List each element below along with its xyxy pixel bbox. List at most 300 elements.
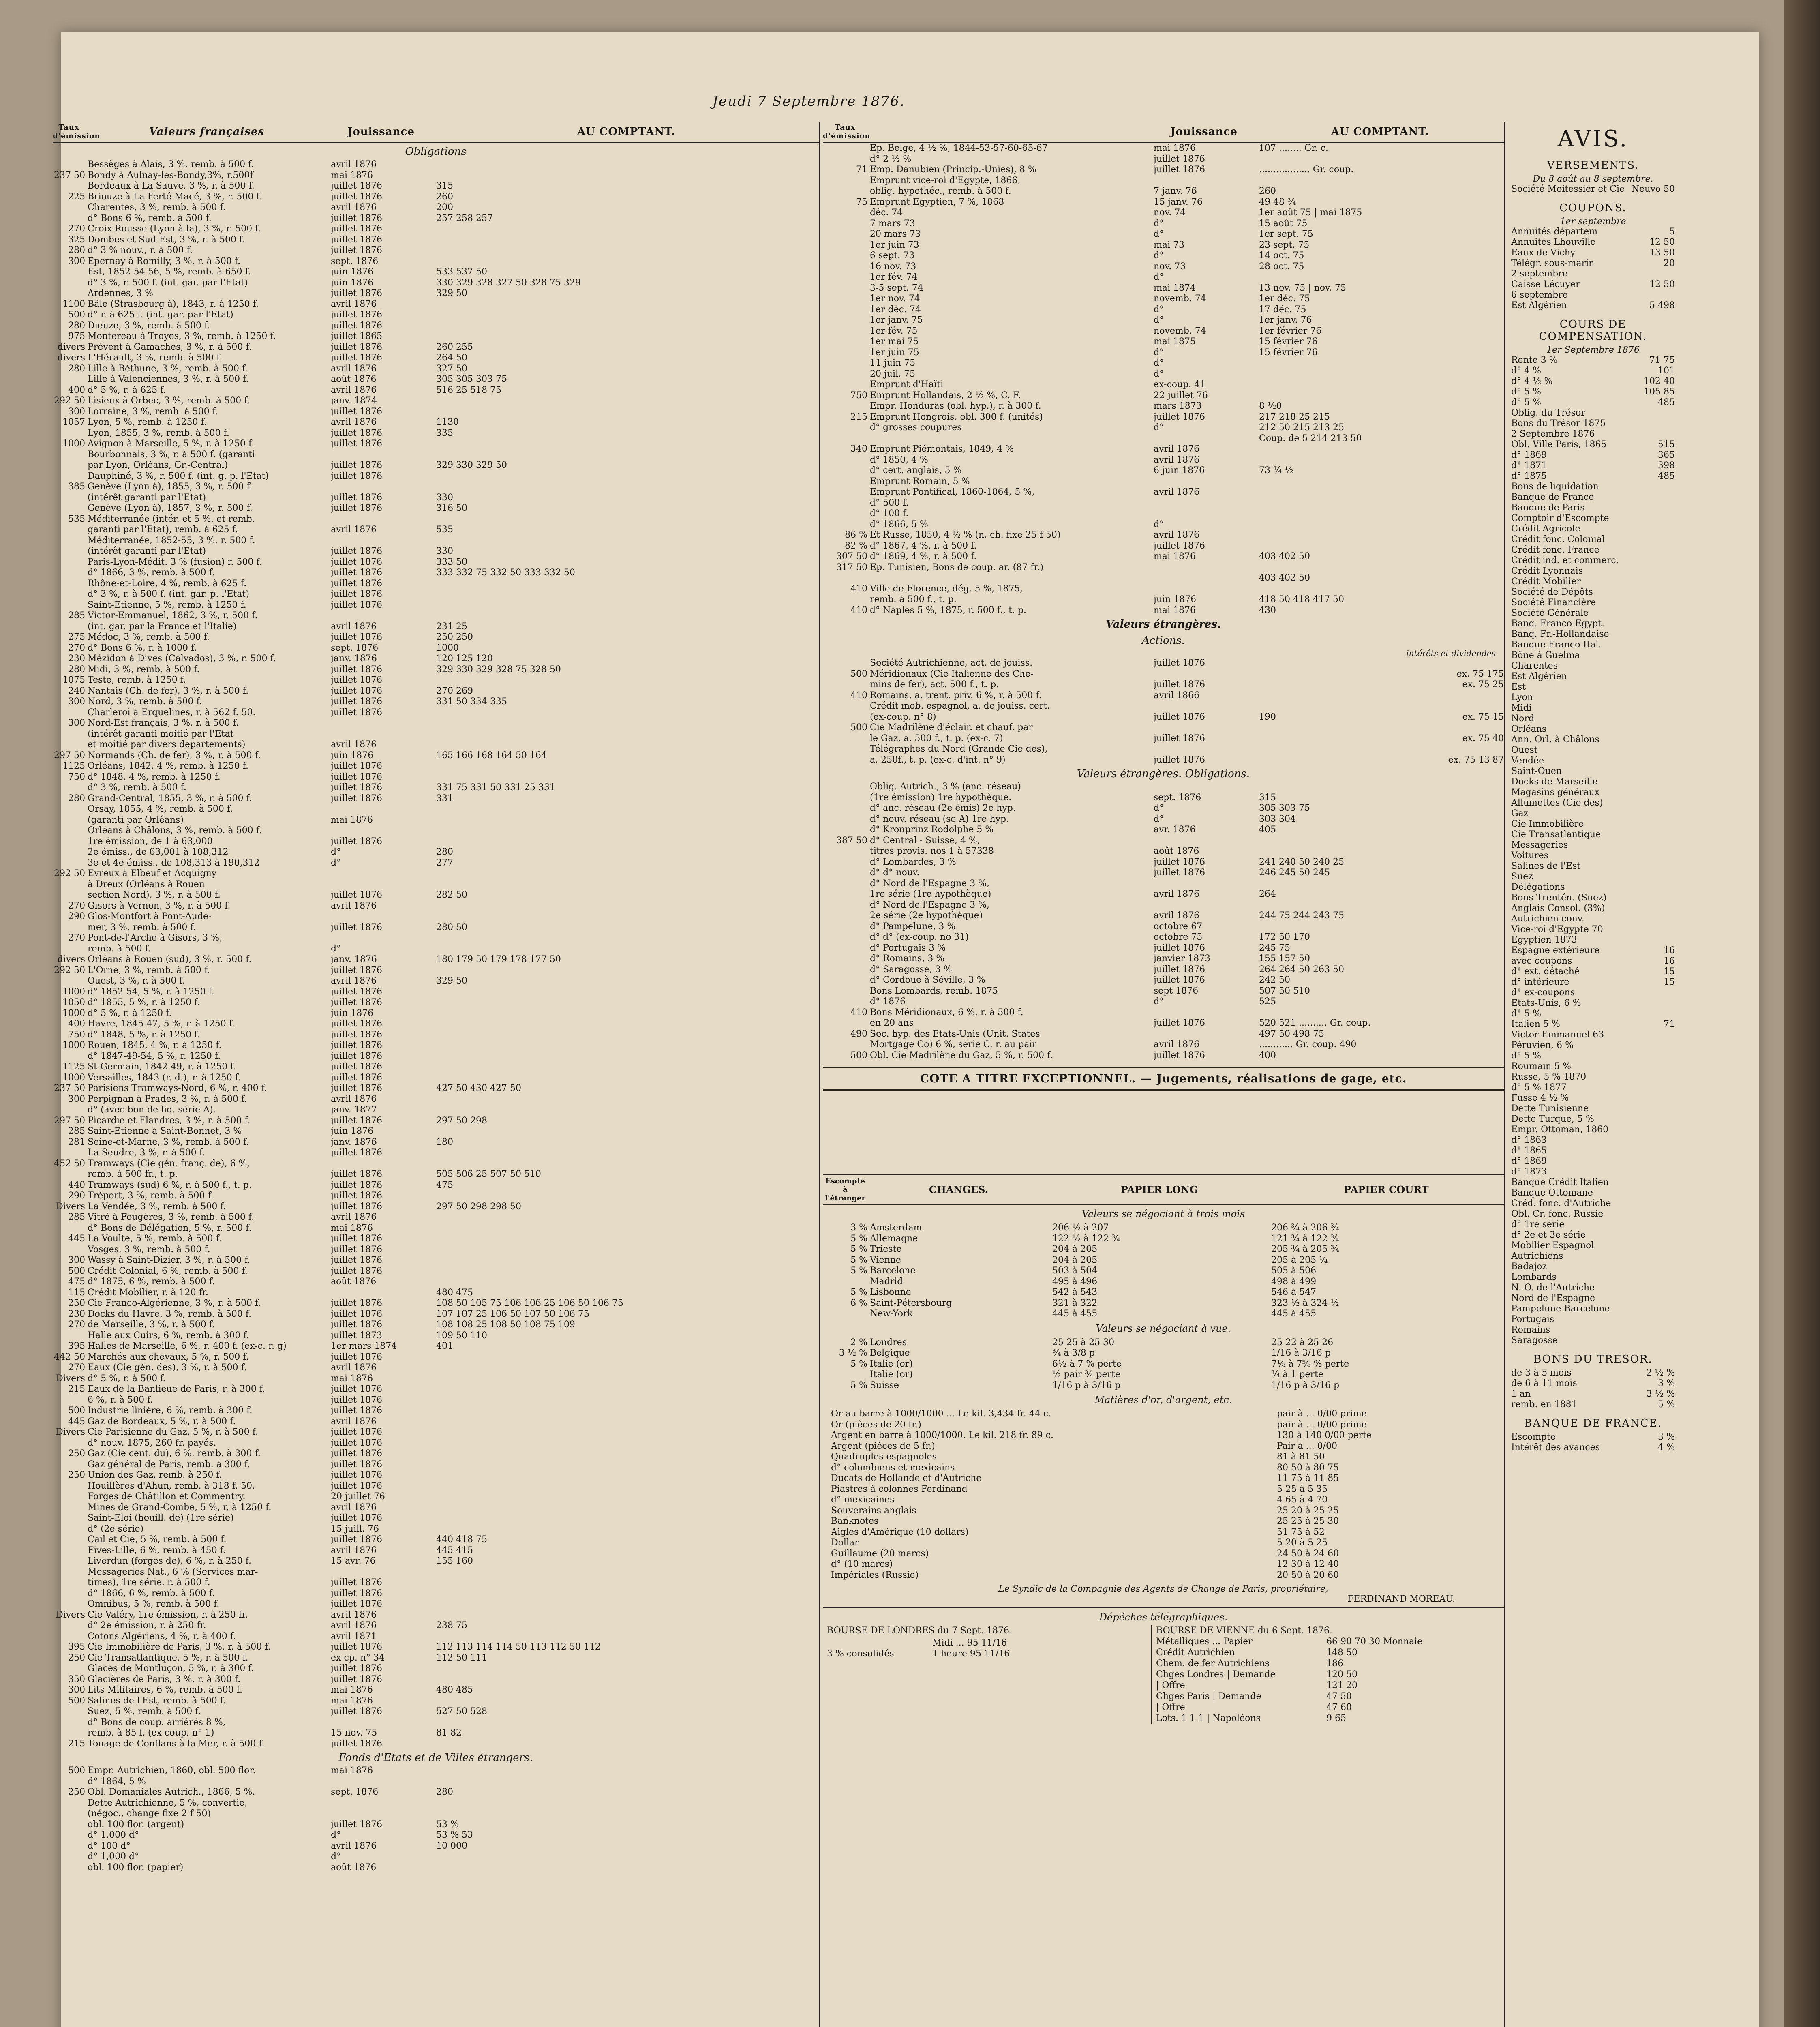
cell-jo: nov. 73 [1154, 261, 1186, 272]
table-row [823, 1244, 1504, 1255]
cell-pr: 440 418 75 [436, 1534, 487, 1545]
table-row [823, 1298, 1504, 1309]
cell-nm: 6 sept. 73 [870, 251, 915, 261]
cell-jo: avr. 1876 [1154, 825, 1196, 835]
cell-jo: avril 1876 [1154, 889, 1200, 899]
cell-em [53, 707, 88, 718]
cell-em [53, 1481, 88, 1492]
cell-pr [436, 1491, 819, 1502]
cell-jo: juillet 1876 [331, 1148, 382, 1158]
cell-nm: Magasins généraux [1511, 787, 1600, 797]
table-row [53, 450, 819, 461]
cell-em: 300 [68, 256, 85, 266]
cell-jo: août 1876 [1154, 846, 1199, 856]
cell-nm: Vitré à Fougères, 3 %, remb. à 500 f. [88, 1212, 255, 1222]
cell-em: 225 [68, 191, 85, 202]
cell-place: Barcelone [870, 1266, 916, 1276]
cell-pr: 81 82 [436, 1728, 462, 1738]
table-row [823, 954, 1504, 964]
cell-val [1630, 1040, 1675, 1051]
cell-nm: 1re série (1re hypothèque) [870, 889, 991, 899]
table-row [1511, 851, 1675, 861]
cell-jo: mai 73 [1154, 240, 1185, 250]
cell-pr [1259, 846, 1504, 857]
cell-em [53, 1223, 88, 1234]
table-row [1511, 1156, 1675, 1167]
cell-jo [1154, 508, 1259, 519]
cell-jo: juillet 1876 [331, 761, 382, 771]
table-row [53, 1776, 819, 1787]
cell-val: 20 [1664, 258, 1675, 268]
cell-int [1423, 658, 1504, 669]
table-row [823, 272, 1504, 283]
cell-pr: 403 402 50 [1259, 551, 1310, 561]
cell-jo: avril 1876 [331, 1502, 377, 1513]
cell-em: 307 50 [836, 551, 867, 561]
cell-em [823, 900, 870, 911]
table-row [1511, 903, 1675, 914]
table-row [53, 1524, 819, 1535]
cell-val: 47 60 [1326, 1702, 1352, 1712]
cell-nm: Banque Franco-Ital. [1511, 640, 1602, 650]
syndic-line: Le Syndic de la Compagnie des Agents de Change de Paris, propriétaire, [998, 1584, 1328, 1594]
table-row [53, 868, 819, 879]
cell-jo: août 1876 [331, 374, 377, 384]
table-row [823, 986, 1504, 997]
cell-pr [1259, 921, 1504, 932]
cell-nm: Société Autrichienne, act. de jouiss. [870, 658, 1033, 668]
cell-jo [1154, 1007, 1259, 1018]
cell-em [53, 1808, 88, 1819]
cell-em [823, 712, 870, 723]
mid-column-header [823, 122, 1504, 143]
cell-pr [1259, 900, 1504, 911]
table-row [1511, 387, 1675, 397]
cell-pr: 480 475 [436, 1287, 473, 1298]
cell-jo: d° [1154, 272, 1164, 282]
cell-nm: Bondy à Aulnay-les-Bondy,3%, r.500f [88, 170, 253, 180]
cell-val [1630, 1051, 1675, 1061]
cell-em: 1000 [62, 1040, 85, 1050]
cell-nm: Bons du Trésor 1875 [1511, 418, 1606, 429]
cell-pr: 250 250 [436, 632, 473, 642]
cell-val [1630, 1198, 1675, 1209]
cell-nm: d° 1852-54, 5 %, r. à 1250 f. [88, 986, 214, 997]
cell-val [1630, 766, 1675, 777]
cell-nm: Eaux de la Banlieue de Paris, r. à 300 f. [88, 1384, 266, 1394]
cell-val: 485 [1658, 397, 1675, 407]
table-row [823, 261, 1504, 272]
cell-jo: juillet 1876 [331, 1244, 382, 1255]
table-row [53, 1862, 819, 1873]
cell-pr [436, 1416, 819, 1427]
cell-em [823, 932, 870, 943]
table-row [1511, 1019, 1675, 1030]
cell-nm: d° 1869, 4 %, r. à 500 f. [870, 551, 977, 561]
cell-em [823, 679, 870, 690]
cell-jo [1154, 573, 1259, 584]
table-row [823, 712, 1504, 723]
table-row [1156, 1647, 1504, 1658]
cell-nm: Méditerranée, 1852-55, 3 %, r. 500 f. [88, 535, 255, 546]
table-row [823, 669, 1504, 680]
cell-jo: juillet 1876 [1154, 165, 1205, 175]
table-row [53, 278, 819, 289]
table-row [823, 412, 1504, 423]
cell-nm: Empr. Ottoman, 1860 [1511, 1125, 1609, 1135]
cell-pr: 297 50 298 298 50 [436, 1201, 521, 1212]
cell-nm: Impériales (Russie) [831, 1570, 919, 1580]
cell-pr: ............ Gr. coup. 490 [1259, 1039, 1357, 1050]
cell-pr: 315 [436, 181, 453, 191]
cell-nm: Méridionaux (Cie Italienne des Che- [870, 669, 1034, 679]
cell-em [823, 498, 870, 509]
table-row [1511, 1442, 1675, 1453]
table-row [53, 1234, 819, 1245]
table-row [53, 493, 819, 504]
cell-jo: d° [1154, 519, 1164, 529]
cell-val: 25 25 à 25 30 [1277, 1516, 1339, 1526]
cell-pr: 73 ¾ ½ [1259, 465, 1293, 476]
cell-val [1630, 1335, 1675, 1346]
cell-long: 321 à 322 [1052, 1298, 1098, 1308]
cell-nm: Or (pièces de 20 fr.) [831, 1419, 921, 1430]
cell-em [823, 803, 870, 814]
cell-jo: d° [1154, 996, 1164, 1007]
cell-jo: avril 1876 [331, 1212, 377, 1222]
cell-int [1423, 701, 1504, 712]
table-row [823, 1359, 1504, 1370]
cell-val: 5 25 à 5 35 [1277, 1484, 1328, 1494]
table-row [823, 975, 1504, 986]
cell-nm: d° 3 %, remb. à 500 f. [88, 782, 186, 793]
cell-nm: 6 %, r. à 500 f. [88, 1395, 153, 1405]
table-row [53, 460, 819, 471]
cell-jo: juillet 1876 [331, 1438, 382, 1448]
table-row [823, 1549, 1504, 1560]
cell-pr: 497 50 498 75 [1259, 1028, 1324, 1039]
cell-jo: juillet 1876 [331, 234, 382, 245]
consolides-label: 3 % consolidés [827, 1649, 894, 1659]
table-row [1156, 1680, 1504, 1691]
cell-val: 12 30 à 12 40 [1277, 1559, 1339, 1569]
cell-val: 148 50 [1326, 1648, 1358, 1658]
table-row [823, 369, 1504, 380]
cell-pr [436, 772, 819, 783]
cell-nm: Délégations [1511, 882, 1565, 892]
cell-jo: juillet 1876 [331, 664, 382, 675]
table-row [53, 1851, 819, 1862]
cell-pr [1259, 519, 1504, 530]
cell-jo: mai 1876 [331, 1373, 373, 1384]
cell-nm: Briouze à La Ferté-Macé, 3 %, r. 500 f. [88, 191, 262, 202]
cell-em [823, 964, 870, 975]
cell-val: 120 50 [1326, 1669, 1358, 1680]
cell-nm: Oblig. Autrich., 3 % (anc. réseau) [870, 782, 1021, 792]
cell-em [823, 401, 870, 412]
cell-nm: Docks de Marseille [1511, 777, 1598, 787]
table-row [823, 165, 1504, 176]
cell-val [1630, 269, 1675, 279]
cell-jo: juillet 1876 [331, 1481, 382, 1491]
table-row [53, 568, 819, 579]
middle-column [823, 122, 1505, 2027]
cell-jo: d° [1154, 347, 1164, 358]
cell-nm: Cail et Cie, 5 %, remb. à 500 f. [88, 1534, 227, 1545]
table-row [823, 658, 1504, 669]
cell-pr [436, 1073, 819, 1084]
cell-em [823, 911, 870, 921]
cell-nm: de 3 à 5 mois [1511, 1368, 1572, 1378]
cell-nm: Saint-Ouen [1511, 766, 1562, 776]
table-row [823, 1463, 1504, 1474]
cell-pr: 282 50 [436, 890, 467, 900]
table-row [823, 347, 1504, 358]
table-row [823, 1559, 1504, 1570]
table-row [823, 283, 1504, 294]
cell-val [1630, 418, 1675, 429]
cell-nm: Montereau à Troyes, 3 %, remb. à 1250 f. [88, 331, 276, 341]
cell-jo: juillet 1876 [331, 1298, 382, 1308]
cell-nm: mer, 3 %, remb. à 500 f. [88, 922, 196, 932]
cell-jo: juillet 1876 [331, 1320, 382, 1330]
cell-em: 325 [68, 234, 85, 245]
cell-em: 300 [68, 1255, 85, 1265]
cell-nm: Emprunt Pontifical, 1860-1864, 5 %, [870, 487, 1035, 497]
cell-nm: Charleroi à Erquelines, r. à 562 f. 50. [88, 707, 256, 718]
table-row [53, 611, 819, 621]
table-row [53, 503, 819, 514]
cell-nm: et moitié par divers départements) [88, 739, 246, 750]
table-row [53, 836, 819, 847]
cell-nm: d° 100 f. [870, 508, 909, 519]
cell-nm: Souverains anglais [831, 1505, 916, 1516]
cell-pr: 331 50 334 335 [436, 696, 507, 707]
table-row [53, 1148, 819, 1159]
cell-pr [436, 256, 819, 267]
cell-pr [1259, 701, 1423, 712]
table-row [53, 1384, 819, 1395]
cell-val [1630, 482, 1675, 492]
cell-em: divers [57, 342, 85, 352]
table-row [1156, 1691, 1504, 1702]
table-row [1511, 439, 1675, 450]
cell-jo [331, 879, 436, 890]
table-row [53, 1599, 819, 1610]
cell-pr: 257 258 257 [436, 213, 493, 223]
table-row [53, 997, 819, 1008]
table-row [53, 804, 819, 815]
cell-jo: juillet 1876 [331, 997, 382, 1007]
table-row [53, 1706, 819, 1717]
cell-jo: juillet 1876 [331, 578, 382, 589]
cell-nm: d° 5 %, r. à 500 f. [88, 1373, 166, 1384]
cell-jo: avril 1876 [331, 976, 377, 986]
cell-jo: juillet 1876 [331, 686, 382, 696]
cell-esc [823, 1277, 870, 1288]
table-row [1511, 269, 1675, 279]
cell-place: Vienne [870, 1255, 901, 1265]
cell-long: 6½ à 7 % perte [1052, 1358, 1122, 1369]
cell-jo: avril 1876 [331, 900, 377, 911]
cote-exceptionnel-title: COTE A TITRE EXCEPTIONNEL. — Jugements, réalisations de gage, etc. [823, 1067, 1504, 1091]
cell-em: Divers [56, 1373, 85, 1384]
cell-em: Divers [56, 1427, 85, 1437]
cell-val: 12 50 [1649, 237, 1675, 247]
cell-pr [436, 1245, 819, 1256]
cell-place: Lisbonne [870, 1287, 911, 1297]
cell-jo: sept. 1876 [331, 256, 379, 266]
cell-pr [1259, 562, 1504, 573]
table-row [1511, 756, 1675, 766]
table-row [53, 761, 819, 772]
table-row [53, 1105, 819, 1116]
cell-jo [331, 1159, 436, 1170]
cell-pr: 1er février 76 [1259, 326, 1322, 336]
cell-nm: Banq. Franco-Egypt. [1511, 619, 1605, 629]
cell-jo: juillet 1876 [331, 696, 382, 707]
table-row [823, 197, 1504, 208]
cell-jo [331, 1717, 436, 1728]
cell-jo: mai 1875 [1154, 336, 1196, 347]
table-row [53, 1427, 819, 1438]
cell-em [53, 1513, 88, 1524]
cell-pr: 109 50 110 [436, 1330, 487, 1341]
cell-val [1630, 777, 1675, 787]
cell-em [53, 1331, 88, 1341]
table-row [53, 1567, 819, 1578]
cell-jo: juillet 1876 [1154, 658, 1205, 668]
cell-pr [436, 868, 819, 879]
cell-em [53, 546, 88, 557]
cell-jo: juillet 1876 [1154, 943, 1205, 953]
cell-em [53, 1776, 88, 1787]
cell-nm: (intérêt garanti moitié par l'Etat [88, 729, 234, 739]
cell-place: Amsterdam [870, 1223, 922, 1233]
cell-nm: d° nouv. 1875, 260 fr. payés. [88, 1438, 216, 1448]
table-row [823, 465, 1504, 476]
cell-nm: L'Hérault, 3 %, remb. à 500 f. [88, 353, 223, 363]
cell-nm: Dollar [831, 1538, 859, 1548]
cell-esc: 5 % [850, 1266, 867, 1276]
cell-nm: d° Bons de Délégation, 5 %, r. 500 f. [88, 1223, 252, 1233]
cell-pr: 527 50 528 [436, 1706, 487, 1716]
cell-nm: | Offre [1156, 1702, 1185, 1712]
table-row [53, 224, 819, 235]
cell-jo: juillet 1876 [331, 1255, 382, 1265]
cell-jo [1154, 722, 1259, 733]
cell-pr: 112 50 111 [436, 1652, 487, 1663]
cell-jo: avril 1876 [331, 202, 377, 212]
cell-nm: Perpignan à Prades, 3 %, r. à 500 f. [88, 1094, 247, 1104]
cell-pr: 1er sept. 75 [1259, 229, 1313, 239]
cell-nm: d° 4 % [1511, 366, 1541, 376]
cell-nm: Charentes [1511, 661, 1558, 671]
table-row [823, 455, 1504, 466]
cell-nm: Teste, remb. à 1250 f. [88, 675, 186, 685]
cell-nm: Orléans [1511, 724, 1547, 734]
cell-em [53, 1631, 88, 1642]
cell-val [1630, 290, 1675, 300]
cell-pr [436, 1577, 819, 1588]
cours-rows [1508, 355, 1678, 1346]
table-row [1511, 524, 1675, 534]
table-row [53, 815, 819, 826]
cell-nm: Cie Immobilière de Paris, 3 %, r. à 500 f. [88, 1642, 271, 1652]
cell-place: Saint-Pétersbourg [870, 1298, 952, 1308]
table-row [1511, 376, 1675, 387]
cell-nm: Genève (Lyon à), 1857, 3 %, r. 500 f. [88, 503, 253, 513]
cell-jo: juillet 1876 [331, 986, 382, 997]
cell-nm: Intérêt des avances [1511, 1442, 1600, 1453]
emission-header: Taux d'émission [53, 123, 101, 140]
table-row [1511, 1167, 1675, 1177]
cell-nm: d° Bons 6 %, r. à 1000 f. [88, 643, 197, 653]
cell-jo: avril 1876 [1154, 454, 1200, 465]
table-row [823, 1277, 1504, 1288]
cell-pr [436, 396, 819, 407]
table-row [1511, 1335, 1675, 1346]
table-row [1511, 819, 1675, 829]
cell-jo: juillet 1876 [331, 1062, 382, 1072]
cell-jo [1154, 433, 1259, 444]
cell-nm: titres provis. nos 1 à 57338 [870, 846, 994, 856]
cell-nm: Société Moitessier et Cie [1511, 184, 1625, 194]
cell-jo: mai 1876 [331, 1766, 373, 1776]
cell-nm: Lille à Valenciennes, 3 %, r. à 500 f. [88, 374, 249, 384]
table-row [53, 1448, 819, 1459]
cell-nm: d° Nord de l'Espagne 3 %, [870, 900, 990, 910]
cell-pr: 333 50 [436, 557, 467, 567]
cell-pr [436, 589, 819, 600]
cell-nm: Parisiens Tramways-Nord, 6 %, r. 400 f. [88, 1083, 267, 1093]
cell-pr [436, 1191, 819, 1202]
cell-nm: d° 1,000 d° [88, 1851, 139, 1862]
cell-pr [1259, 690, 1423, 701]
cell-nm: Emprunt d'Haïti [870, 379, 944, 390]
cell-nm: Avignon à Marseille, 5 %, r. à 1250 f. [88, 439, 255, 449]
cell-em: 1075 [62, 675, 85, 685]
cell-pr [436, 1212, 819, 1223]
cell-nm: Crédit Mobilier [1511, 576, 1581, 587]
cell-em [53, 536, 88, 546]
cell-em: 300 [68, 718, 85, 728]
table-row [1511, 861, 1675, 872]
table-row [53, 621, 819, 632]
cell-nm: Bons Méridionaux, 6 %, r. à 500 f. [870, 1007, 1023, 1018]
cell-pr: 246 245 50 245 [1259, 868, 1330, 878]
obligations-etrangeres-heading: Valeurs étrangères. Obligations. [1077, 768, 1250, 780]
cell-pr [436, 1663, 819, 1674]
cell-em [53, 450, 88, 461]
cell-nm: Gaz (Cie cent. du), 6 %, remb. à 300 f. [88, 1448, 261, 1459]
cell-pr [436, 1631, 819, 1642]
cell-nm: d° cert. anglais, 5 % [870, 465, 962, 476]
cell-pr: 155 160 [436, 1556, 473, 1566]
cell-nm: Nord de l'Espagne [1511, 1293, 1595, 1303]
cell-nm: Péruvien, 6 % [1511, 1040, 1574, 1050]
cell-val [1630, 1314, 1675, 1325]
cell-jo: mars 1873 [1154, 401, 1202, 411]
cell-pr: 155 157 50 [1259, 954, 1310, 964]
table-row [53, 267, 819, 278]
cell-jo: juillet 1876 [1154, 964, 1205, 975]
cell-nm: Roumain 5 % [1511, 1061, 1572, 1071]
cell-em [53, 847, 88, 858]
cell-pr [436, 1159, 819, 1170]
cell-nm: Empr. Autrichien, 1860, obl. 500 flor. [88, 1766, 256, 1776]
cell-em: 280 [68, 793, 85, 804]
